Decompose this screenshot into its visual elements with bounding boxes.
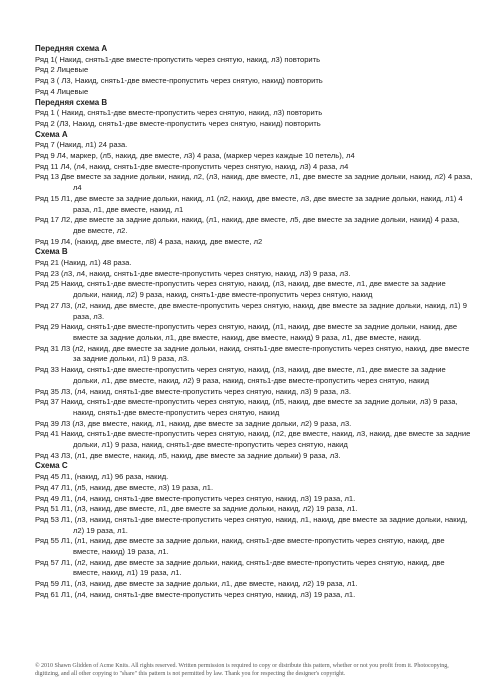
pattern-row: Ряд 51 Л1, (л3, накид, две вместе, л1, две вместе за задние дольки, накид, л2) 19 раза, л1.	[35, 504, 358, 514]
section-heading: Передняя схема В	[35, 97, 108, 107]
pattern-row: Ряд 35 Л3, (л4, накид, снять1-две вместе-пропустить через снятую, накид, л3) 9 раза, л3.	[35, 386, 351, 396]
pattern-row: Ряд 3 ( Л3, Накид, снять1-две вместе-пропустить через снятую, накид) повторить	[35, 76, 323, 86]
pattern-row: Ряд 27 Л3, (л2, накид, две вместе, две вместе-пропустить через снятую, накид, две вместе за задние дольки, накид, л1) 9 раза, л3.	[35, 300, 467, 321]
pattern-row: Ряд 21 (Накид, л1) 48 раза.	[35, 258, 132, 268]
pattern-row: Ряд 33 Накид, снять1-две вместе-пропустить через снятую, накид, (л3, накид, две вместе, л1, две вместе за задние дольки, л1, две вместе, накид, л2) 9 раза, накид, снять1-две вместе-пропустить через снятую, накид	[35, 365, 446, 385]
pattern-row: Ряд 7 (Накид, л1) 24 раза.	[35, 140, 128, 150]
pattern-row: Ряд 1( Накид, снять1-две вместе-пропустить через снятую, накид, л3) повторить	[35, 54, 321, 64]
pattern-row: Ряд 17 Л2, две вместе за задние дольки, накид, (л1, накид, две вместе, л5, две вместе за задние дольки, накид) 4 раза, две вместе, л2.	[35, 215, 460, 235]
pattern-row: Ряд 53 Л1, (л3, накид, снять1-две вместе-пропустить через снятую, накид, л1, накид, две вместе за задние дольки, накид, л2) 19 раза, л1.	[35, 514, 468, 535]
pattern-row: Ряд 23 (л3, л4, накид, снять1-две вместе-пропустить через снятую, накид, л3) 9 раза, л3.	[35, 268, 351, 278]
section-heading: Передняя схема А	[35, 44, 108, 53]
copyright-footer: © 2010 Shawn Glidden of Acme Knits. All rights reserved. Written permission is required to copy or distribute this pattern, whether or not you profit from it. Photocopying, digitizing, and all other copying to "share" this pattern is not permitted by law. Thank you for respecting the designer's copyright.	[35, 663, 449, 677]
pattern-row: Ряд 15 Л1, две вместе за задние дольки, накид, л1 (л2, накид, две вместе, л3, две вместе за задние дольки, накид, л1) 4 раза, л1, две вместе, накид, л1	[35, 193, 463, 214]
section-heading: Схема А	[35, 129, 68, 139]
pattern-row: Ряд 11 Л4, (л4, накид, снять1-две вместе-пропустить через снятую, накид, л3) 4 раза, л4	[35, 161, 349, 171]
pattern-row: Ряд 57 Л1, (л2, накид, две вместе за задние дольки, накид, снять1-две вместе-пропустить через снятую, накид, две вместе, накид, л1) 19 раза, л1.	[35, 557, 445, 578]
pattern-instructions	[35, 44, 473, 601]
pattern-row: Ряд 2 (Л3, Накид, снять1-две вместе-пропустить через снятую, накид) повторить	[35, 118, 321, 128]
pattern-row: Ряд 4 Лицевые	[35, 86, 89, 96]
pattern-row: Ряд 31 Л3 (л2, накид, две вместе за задние дольки, накид, снять1-две вместе-пропустить через снятую, накид, две вместе за задние дольки, л1) 9 раза, л3.	[35, 343, 470, 364]
pattern-row: Ряд 37 Накид, снять1-две вместе-пропустить через снятую, накид, (л5, накид, две вместе за задние дольки, л3) 9 раза, накид, снять1-две вместе-пропустить через снятую, накид	[35, 397, 458, 417]
pattern-row: Ряд 45 Л1, (накид, л1) 96 раза, накид.	[35, 472, 169, 482]
pattern-row: Ряд 43 Л3, (л1, две вместе, накид, л5, накид, две вместе за задние дольки) 9 раза, л3.	[35, 450, 341, 460]
pattern-row: Ряд 49 Л1, (л4, накид, снять1-две вместе-пропустить через снятую, накид, л3) 19 раза, л1.	[35, 493, 356, 503]
pattern-row: Ряд 19 Л4, (накид, две вместе, л8) 4 раза, накид, две вместе, л2	[35, 236, 263, 246]
pattern-row: Ряд 25 Накид, снять1-две вместе-пропустить через снятую, накид, (л3, накид, две вместе, л1, две вместе за задние дольки, накид, л2) 9 раза, накид, снять1-две вместе-пропустить через снятую, накид	[35, 279, 446, 300]
pattern-row: Ряд 39 Л3 (л3, две вместе, накид, л1, накид, две вместе за задние дольки, л2) 9 раза, л3.	[35, 418, 352, 428]
pattern-row: Ряд 47 Л1, (л5, накид, две вместе, л3) 19 раза, л1.	[35, 482, 214, 492]
pattern-row: Ряд 29 Накид, снять1-две вместе-пропустить через снятую, накид, (л1, накид, две вместе за задние дольки, накид, две вместе за задние дольки, л1, две вместе, накид, две вместе, накид) 9 раза, л1, две вместе, накид.	[35, 322, 458, 342]
pattern-row: Ряд 1 ( Накид, снять1-две вместе-пропустить через снятую, накид, л3) повторить	[35, 108, 323, 118]
pattern-row: Ряд 9 Л4, маркер, (л5, накид, две вместе, л3) 4 раза, (маркер через каждые 10 петель), л4	[35, 151, 355, 161]
pattern-row: Ряд 41 Накид, снять1-две вместе-пропустить через снятую, накид, (л2, две вместе, накид, л3, накид, две вместе за задние дольки, л1) 9 раза, накид, снять1-две вместе-пропустить через снятую, накид	[35, 429, 471, 450]
pattern-row: Ряд 55 Л1, (л1, накид, две вместе за задние дольки, накид, снять1-две вместе-пропустить через снятую, накид, две вместе, накид) 19 раза, л1.	[35, 536, 445, 557]
pattern-row: Ряд 61 Л1, (л4, накид, снять1-две вместе-пропустить через снятую, накид, л3) 19 раза, л1.	[35, 589, 356, 599]
pattern-row: Ряд 13 Две вместе за задние дольки, накид, л2, (л3, накид, две вместе, л1, две вместе за задние дольки, накид, л2) 4 раза, л4	[35, 172, 473, 193]
section-heading: Схема В	[35, 247, 68, 257]
pattern-row: Ряд 59 Л1, (л3, накид, две вместе за задние дольки, л1, две вместе, накид, л2) 19 раза, л1.	[35, 579, 358, 589]
section-heading: Схема С	[35, 461, 68, 471]
pattern-row: Ряд 2 Лицевые	[35, 65, 89, 75]
